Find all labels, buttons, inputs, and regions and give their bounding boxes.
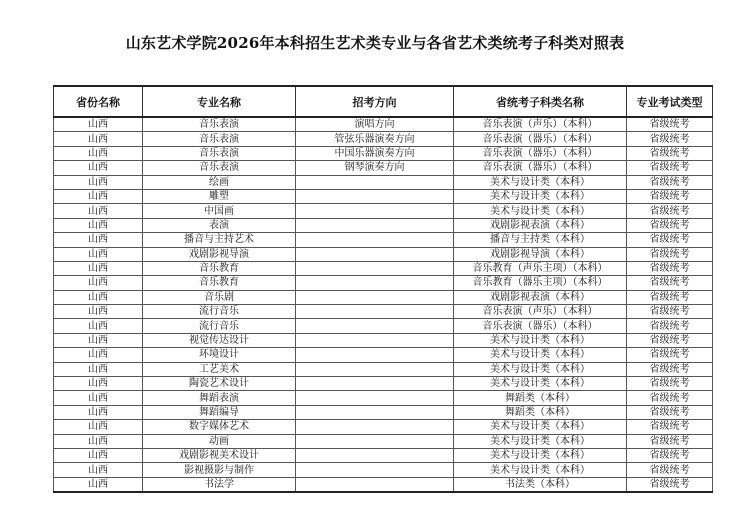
cell-subcategory: 美术与设计类（本科） bbox=[454, 204, 627, 218]
cell-province: 山西 bbox=[54, 146, 143, 160]
cell-direction bbox=[296, 448, 454, 462]
cell-province: 山西 bbox=[54, 290, 143, 304]
table-row bbox=[54, 305, 713, 319]
table-row bbox=[54, 233, 713, 247]
table-row bbox=[54, 391, 713, 405]
cell-province: 山西 bbox=[54, 463, 143, 477]
header-province: 省份名称 bbox=[54, 86, 143, 117]
cell-province: 山西 bbox=[54, 247, 143, 261]
cell-major: 音乐教育 bbox=[143, 261, 296, 275]
table-row bbox=[54, 405, 713, 419]
header-exam-type: 专业考试类型 bbox=[627, 86, 713, 117]
table-body bbox=[54, 117, 713, 492]
cell-exam-type: 省级统考 bbox=[627, 333, 713, 347]
cell-exam-type: 省级统考 bbox=[627, 477, 713, 492]
cell-major: 数字媒体艺术 bbox=[143, 420, 296, 434]
cell-major: 工艺美术 bbox=[143, 362, 296, 376]
cell-exam-type: 省级统考 bbox=[627, 233, 713, 247]
cell-major: 雕塑 bbox=[143, 189, 296, 203]
cell-province: 山西 bbox=[54, 420, 143, 434]
cell-exam-type: 省级统考 bbox=[627, 463, 713, 477]
cell-major: 影视摄影与制作 bbox=[143, 463, 296, 477]
cell-subcategory: 音乐教育（器乐主项）（本科） bbox=[454, 276, 627, 290]
cell-province: 山西 bbox=[54, 305, 143, 319]
table-row bbox=[54, 204, 713, 218]
cell-major: 动画 bbox=[143, 434, 296, 448]
table-row bbox=[54, 175, 713, 189]
table-row bbox=[54, 348, 713, 362]
table-row bbox=[54, 477, 713, 492]
table-row bbox=[54, 463, 713, 477]
cell-exam-type: 省级统考 bbox=[627, 305, 713, 319]
cell-direction: 演唱方向 bbox=[296, 117, 454, 132]
cell-exam-type: 省级统考 bbox=[627, 405, 713, 419]
cell-subcategory: 舞蹈类（本科） bbox=[454, 405, 627, 419]
cell-exam-type: 省级统考 bbox=[627, 362, 713, 376]
cell-subcategory: 美术与设计类（本科） bbox=[454, 189, 627, 203]
cell-major: 音乐表演 bbox=[143, 161, 296, 175]
cell-major: 陶瓷艺术设计 bbox=[143, 377, 296, 391]
cell-province: 山西 bbox=[54, 233, 143, 247]
table-row bbox=[54, 276, 713, 290]
cell-major: 流行音乐 bbox=[143, 319, 296, 333]
cell-direction bbox=[296, 218, 454, 232]
cell-exam-type: 省级统考 bbox=[627, 161, 713, 175]
table-row bbox=[54, 420, 713, 434]
cell-direction bbox=[296, 391, 454, 405]
cell-province: 山西 bbox=[54, 204, 143, 218]
cell-subcategory: 音乐表演（声乐）（本科） bbox=[454, 305, 627, 319]
cell-major: 音乐教育 bbox=[143, 276, 296, 290]
cell-subcategory: 美术与设计类（本科） bbox=[454, 333, 627, 347]
table-row bbox=[54, 132, 713, 146]
cell-province: 山西 bbox=[54, 189, 143, 203]
cell-province: 山西 bbox=[54, 276, 143, 290]
cell-province: 山西 bbox=[54, 377, 143, 391]
cell-exam-type: 省级统考 bbox=[627, 189, 713, 203]
cell-major: 戏剧影视美术设计 bbox=[143, 448, 296, 462]
cell-major: 音乐表演 bbox=[143, 132, 296, 146]
cell-major: 流行音乐 bbox=[143, 305, 296, 319]
cell-subcategory: 美术与设计类（本科） bbox=[454, 448, 627, 462]
cell-major: 播音与主持艺术 bbox=[143, 233, 296, 247]
cell-exam-type: 省级统考 bbox=[627, 377, 713, 391]
cell-major: 舞蹈表演 bbox=[143, 391, 296, 405]
cell-province: 山西 bbox=[54, 261, 143, 275]
cell-major: 音乐表演 bbox=[143, 117, 296, 132]
cell-subcategory: 音乐表演（器乐）（本科） bbox=[454, 161, 627, 175]
cell-exam-type: 省级统考 bbox=[627, 276, 713, 290]
cell-major: 环境设计 bbox=[143, 348, 296, 362]
cell-major: 音乐剧 bbox=[143, 290, 296, 304]
cell-province: 山西 bbox=[54, 477, 143, 492]
cell-direction bbox=[296, 348, 454, 362]
cell-direction bbox=[296, 362, 454, 376]
cell-subcategory: 舞蹈类（本科） bbox=[454, 391, 627, 405]
cell-subcategory: 美术与设计类（本科） bbox=[454, 463, 627, 477]
cell-direction bbox=[296, 405, 454, 419]
cell-exam-type: 省级统考 bbox=[627, 218, 713, 232]
cell-exam-type: 省级统考 bbox=[627, 117, 713, 132]
cell-subcategory: 美术与设计类（本科） bbox=[454, 420, 627, 434]
cell-province: 山西 bbox=[54, 362, 143, 376]
cell-direction bbox=[296, 290, 454, 304]
table-row bbox=[54, 247, 713, 261]
cell-exam-type: 省级统考 bbox=[627, 175, 713, 189]
cell-direction bbox=[296, 319, 454, 333]
document-title: 山东艺术学院2026年本科招生艺术类专业与各省艺术类统考子科类对照表 bbox=[125, 34, 625, 52]
table-row bbox=[54, 117, 713, 132]
cell-province: 山西 bbox=[54, 117, 143, 132]
table-row bbox=[54, 161, 713, 175]
cell-exam-type: 省级统考 bbox=[627, 448, 713, 462]
cell-direction bbox=[296, 261, 454, 275]
cell-direction bbox=[296, 477, 454, 492]
cell-exam-type: 省级统考 bbox=[627, 420, 713, 434]
table-header-row bbox=[54, 86, 713, 117]
cell-province: 山西 bbox=[54, 434, 143, 448]
cell-direction bbox=[296, 463, 454, 477]
cell-direction bbox=[296, 247, 454, 261]
cell-direction bbox=[296, 204, 454, 218]
cell-province: 山西 bbox=[54, 132, 143, 146]
table-row bbox=[54, 362, 713, 376]
cell-province: 山西 bbox=[54, 405, 143, 419]
cell-subcategory: 音乐表演（器乐）（本科） bbox=[454, 132, 627, 146]
cell-exam-type: 省级统考 bbox=[627, 132, 713, 146]
cell-exam-type: 省级统考 bbox=[627, 146, 713, 160]
cell-subcategory: 美术与设计类（本科） bbox=[454, 434, 627, 448]
cell-major: 戏剧影视导演 bbox=[143, 247, 296, 261]
table-row bbox=[54, 146, 713, 160]
cell-exam-type: 省级统考 bbox=[627, 319, 713, 333]
table-row bbox=[54, 448, 713, 462]
cell-subcategory: 美术与设计类（本科） bbox=[454, 175, 627, 189]
cell-major: 书法学 bbox=[143, 477, 296, 492]
cell-subcategory: 戏剧影视表演（本科） bbox=[454, 290, 627, 304]
cell-exam-type: 省级统考 bbox=[627, 391, 713, 405]
cell-exam-type: 省级统考 bbox=[627, 434, 713, 448]
cell-exam-type: 省级统考 bbox=[627, 204, 713, 218]
header-major: 专业名称 bbox=[143, 86, 296, 117]
cell-province: 山西 bbox=[54, 218, 143, 232]
cell-direction bbox=[296, 333, 454, 347]
cell-direction bbox=[296, 189, 454, 203]
cell-subcategory: 音乐表演（器乐）（本科） bbox=[454, 319, 627, 333]
major-mapping-table bbox=[53, 85, 713, 493]
cell-direction: 管弦乐器演奏方向 bbox=[296, 132, 454, 146]
cell-subcategory: 戏剧影视导演（本科） bbox=[454, 247, 627, 261]
cell-major: 表演 bbox=[143, 218, 296, 232]
header-subcategory: 省统考子科类名称 bbox=[454, 86, 627, 117]
cell-province: 山西 bbox=[54, 348, 143, 362]
table-row bbox=[54, 377, 713, 391]
cell-subcategory: 美术与设计类（本科） bbox=[454, 362, 627, 376]
cell-subcategory: 音乐表演（器乐）（本科） bbox=[454, 146, 627, 160]
cell-direction bbox=[296, 420, 454, 434]
cell-subcategory: 戏剧影视表演（本科） bbox=[454, 218, 627, 232]
cell-major: 音乐表演 bbox=[143, 146, 296, 160]
cell-province: 山西 bbox=[54, 448, 143, 462]
table-row bbox=[54, 290, 713, 304]
cell-major: 视觉传达设计 bbox=[143, 333, 296, 347]
cell-direction bbox=[296, 233, 454, 247]
cell-subcategory: 书法类（本科） bbox=[454, 477, 627, 492]
cell-major: 中国画 bbox=[143, 204, 296, 218]
header-direction: 招考方向 bbox=[296, 86, 454, 117]
cell-province: 山西 bbox=[54, 391, 143, 405]
cell-subcategory: 美术与设计类（本科） bbox=[454, 348, 627, 362]
cell-exam-type: 省级统考 bbox=[627, 247, 713, 261]
cell-province: 山西 bbox=[54, 319, 143, 333]
cell-subcategory: 音乐表演（声乐）（本科） bbox=[454, 117, 627, 132]
cell-direction: 钢琴演奏方向 bbox=[296, 161, 454, 175]
table-row bbox=[54, 319, 713, 333]
cell-direction bbox=[296, 377, 454, 391]
cell-direction bbox=[296, 305, 454, 319]
cell-exam-type: 省级统考 bbox=[627, 261, 713, 275]
cell-exam-type: 省级统考 bbox=[627, 348, 713, 362]
table-row bbox=[54, 434, 713, 448]
table-row bbox=[54, 333, 713, 347]
cell-province: 山西 bbox=[54, 175, 143, 189]
table-row bbox=[54, 189, 713, 203]
cell-major: 绘画 bbox=[143, 175, 296, 189]
cell-major: 舞蹈编导 bbox=[143, 405, 296, 419]
cell-subcategory: 音乐教育（声乐主项）（本科） bbox=[454, 261, 627, 275]
cell-subcategory: 播音与主持类（本科） bbox=[454, 233, 627, 247]
table-row bbox=[54, 218, 713, 232]
cell-province: 山西 bbox=[54, 333, 143, 347]
cell-province: 山西 bbox=[54, 161, 143, 175]
cell-direction bbox=[296, 175, 454, 189]
cell-direction: 中国乐器演奏方向 bbox=[296, 146, 454, 160]
table-row bbox=[54, 261, 713, 275]
cell-direction bbox=[296, 434, 454, 448]
cell-exam-type: 省级统考 bbox=[627, 290, 713, 304]
cell-subcategory: 美术与设计类（本科） bbox=[454, 377, 627, 391]
cell-direction bbox=[296, 276, 454, 290]
